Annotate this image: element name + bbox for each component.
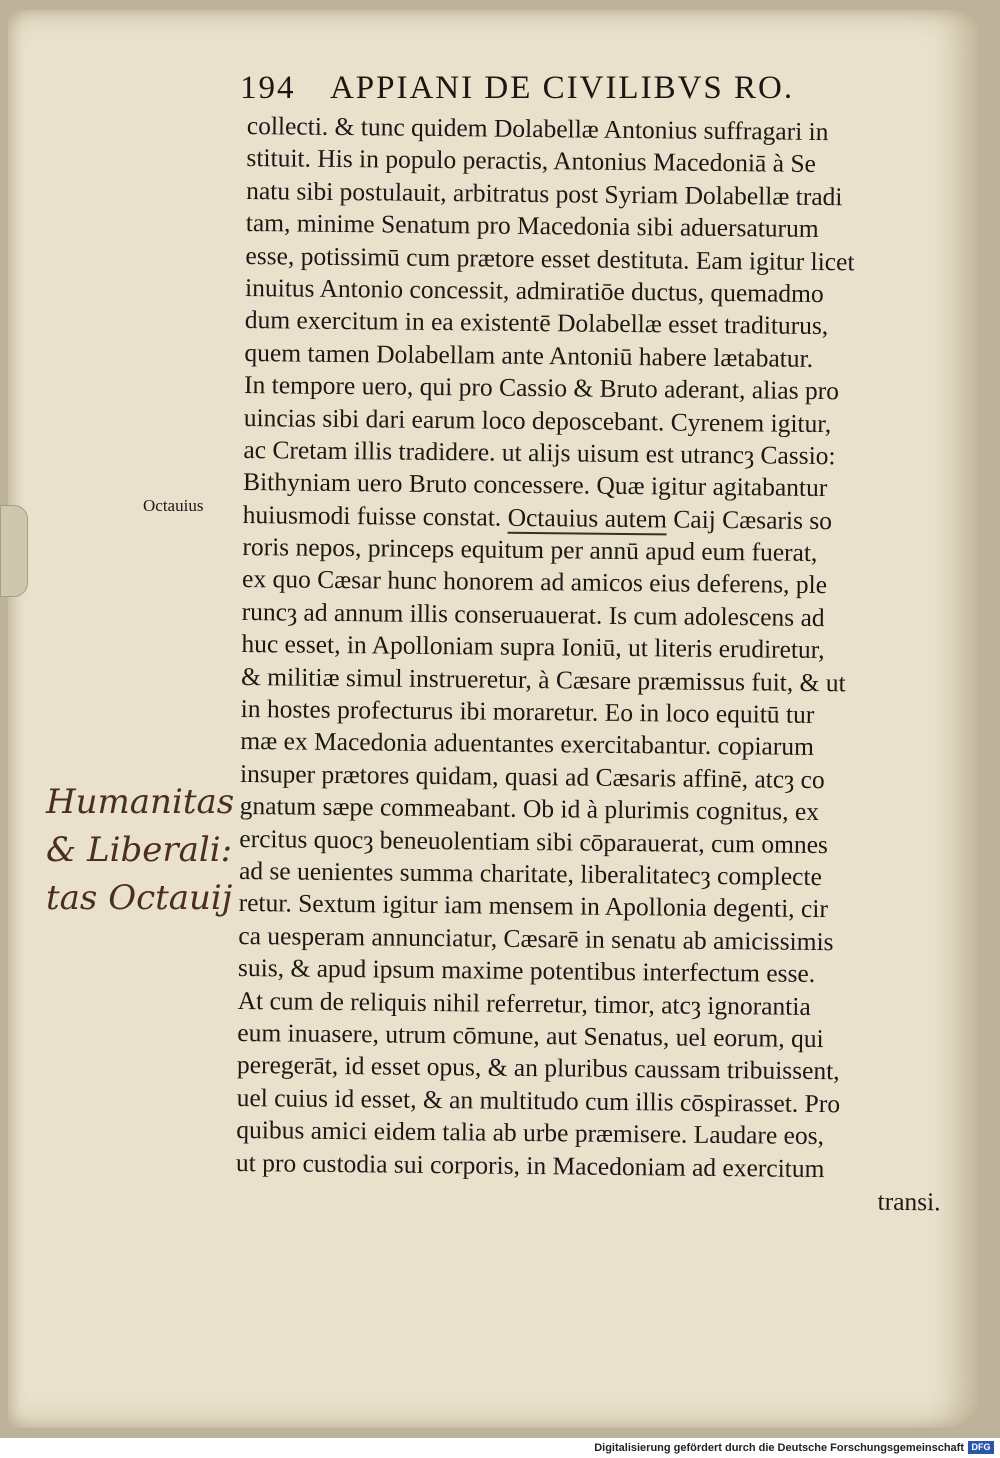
text-line: peregerāt, id esset opus, & an pluribus caussam tribuissent,	[236, 1050, 840, 1086]
text-line: uel cuius id esset, & an multitudo cum illis cōspirasset. Pro	[236, 1082, 841, 1118]
text-line: uincias sibi dari earum loco deposcebant. Cyrenem igitur,	[243, 402, 832, 438]
text-line: tam, minime Senatum pro Macedonia sibi aduersaturum	[245, 208, 819, 244]
text-line: in hostes profecturus ibi moraretur. Eo in loco equitū tur	[240, 693, 815, 730]
handwritten-line: & Liberali:	[46, 830, 233, 870]
body-text	[235, 110, 951, 1219]
text-line: ca uesperam annunciatur, Cæsarē in senatu ab amicissimis	[238, 920, 834, 956]
handwritten-line: Humanitas	[46, 782, 235, 822]
text-line: ex quo Cæsar hunc honorem ad amicos eius deferens, ple	[241, 564, 828, 600]
text-line: ut pro custodia sui corporis, in Macedoniam ad exercitum	[235, 1147, 825, 1183]
running-title: APPIANI DE CIVILIBVS RO.	[329, 70, 795, 106]
text-line: quibus amici eidem talia ab urbe præmisere. Laudare eos,	[236, 1115, 825, 1151]
text-segment: Caij Cæsaris so	[666, 504, 833, 535]
text-line: collecti. & tunc quidem Dolabellæ Antonius suffragari in	[246, 110, 829, 147]
text-line: At cum de reliquis nihil referretur, timor, atcȝ ignorantia	[237, 985, 811, 1021]
text-line: runcȝ ad annum illis conseruauerat. Is cum adolescens ad	[241, 596, 825, 632]
text-line: dum exercitum in ea existentē Dolabellæ esset traditurus,	[244, 305, 829, 341]
text-line: mæ ex Macedonia aduentantes exercitabantur. copiarum	[240, 726, 815, 762]
text-line: eum inuasere, utrum cōmune, aut Senatus, uel eorum, qui	[237, 1017, 824, 1054]
text-line: natu sibi postulauit, arbitratus post Syriam Dolabellæ tradi	[246, 175, 843, 212]
text-line: esse, potissimū cum prætore esset destituta. Eam igitur licet	[245, 240, 855, 276]
text-line: & militiæ simul instrueretur, à Cæsare præmissus fuit, & ut	[240, 661, 846, 697]
catchword: transi.	[877, 1186, 941, 1217]
text-line: gnatum sæpe commeabant. Ob id à plurimis cognitus, ex	[239, 791, 820, 827]
text-line: In tempore uero, qui pro Cassio & Bruto aderant, alias pro	[243, 370, 840, 406]
text-line: ac Cretam illis tradidere. ut alijs uisum est utrancȝ Cassio:	[243, 434, 836, 471]
digitization-footer	[0, 1438, 1000, 1458]
page-tab	[0, 505, 28, 597]
handwritten-line: tas Octauij	[46, 878, 233, 918]
text-line: ercitus quocȝ beneuolentiam sibi cōparauerat, cum omnes	[239, 823, 829, 859]
margin-note-handwritten	[46, 778, 234, 922]
underlined-phrase: Octauius autem	[507, 502, 668, 534]
text-line: inuitus Antonio concessit, admiratiōe ductus, quemadmo	[244, 272, 824, 309]
text-line: stituit. His in populo peractis, Antonius Macedoniā à Se	[246, 143, 817, 179]
text-line: roris nepos, princeps equitum per annū apud eum fuerat,	[242, 532, 818, 568]
text-line: suis, & apud ipsum maxime potentibus interfectum esse.	[237, 953, 816, 989]
footer-credit: Digitalisierung gefördert durch die Deutsche Forschungsgemeinschaft	[594, 1442, 964, 1454]
text-line: quem tamen Dolabellam ante Antoniū habere lætabatur.	[244, 337, 814, 373]
text-segment: huiusmodi fuisse constat.	[242, 499, 502, 532]
dfg-logo: DFG	[968, 1441, 994, 1454]
margin-note-printed: Octauius	[143, 496, 204, 515]
running-header	[240, 70, 840, 110]
text-line: insuper prætores quidam, quasi ad Cæsaris affinē, atcȝ co	[239, 758, 825, 794]
page-number: 194	[240, 70, 296, 106]
text-line: Bithyniam uero Bruto concessere. Quæ igitur agitabantur	[242, 467, 828, 503]
text-line: huc esset, in Apolloniam supra Ioniū, ut literis erudiretur,	[241, 629, 825, 665]
text-line: ad se uenientes summa charitate, liberalitatecȝ complecte	[238, 855, 823, 892]
text-line: retur. Sextum igitur iam mensem in Apollonia degenti, cir	[238, 888, 829, 924]
